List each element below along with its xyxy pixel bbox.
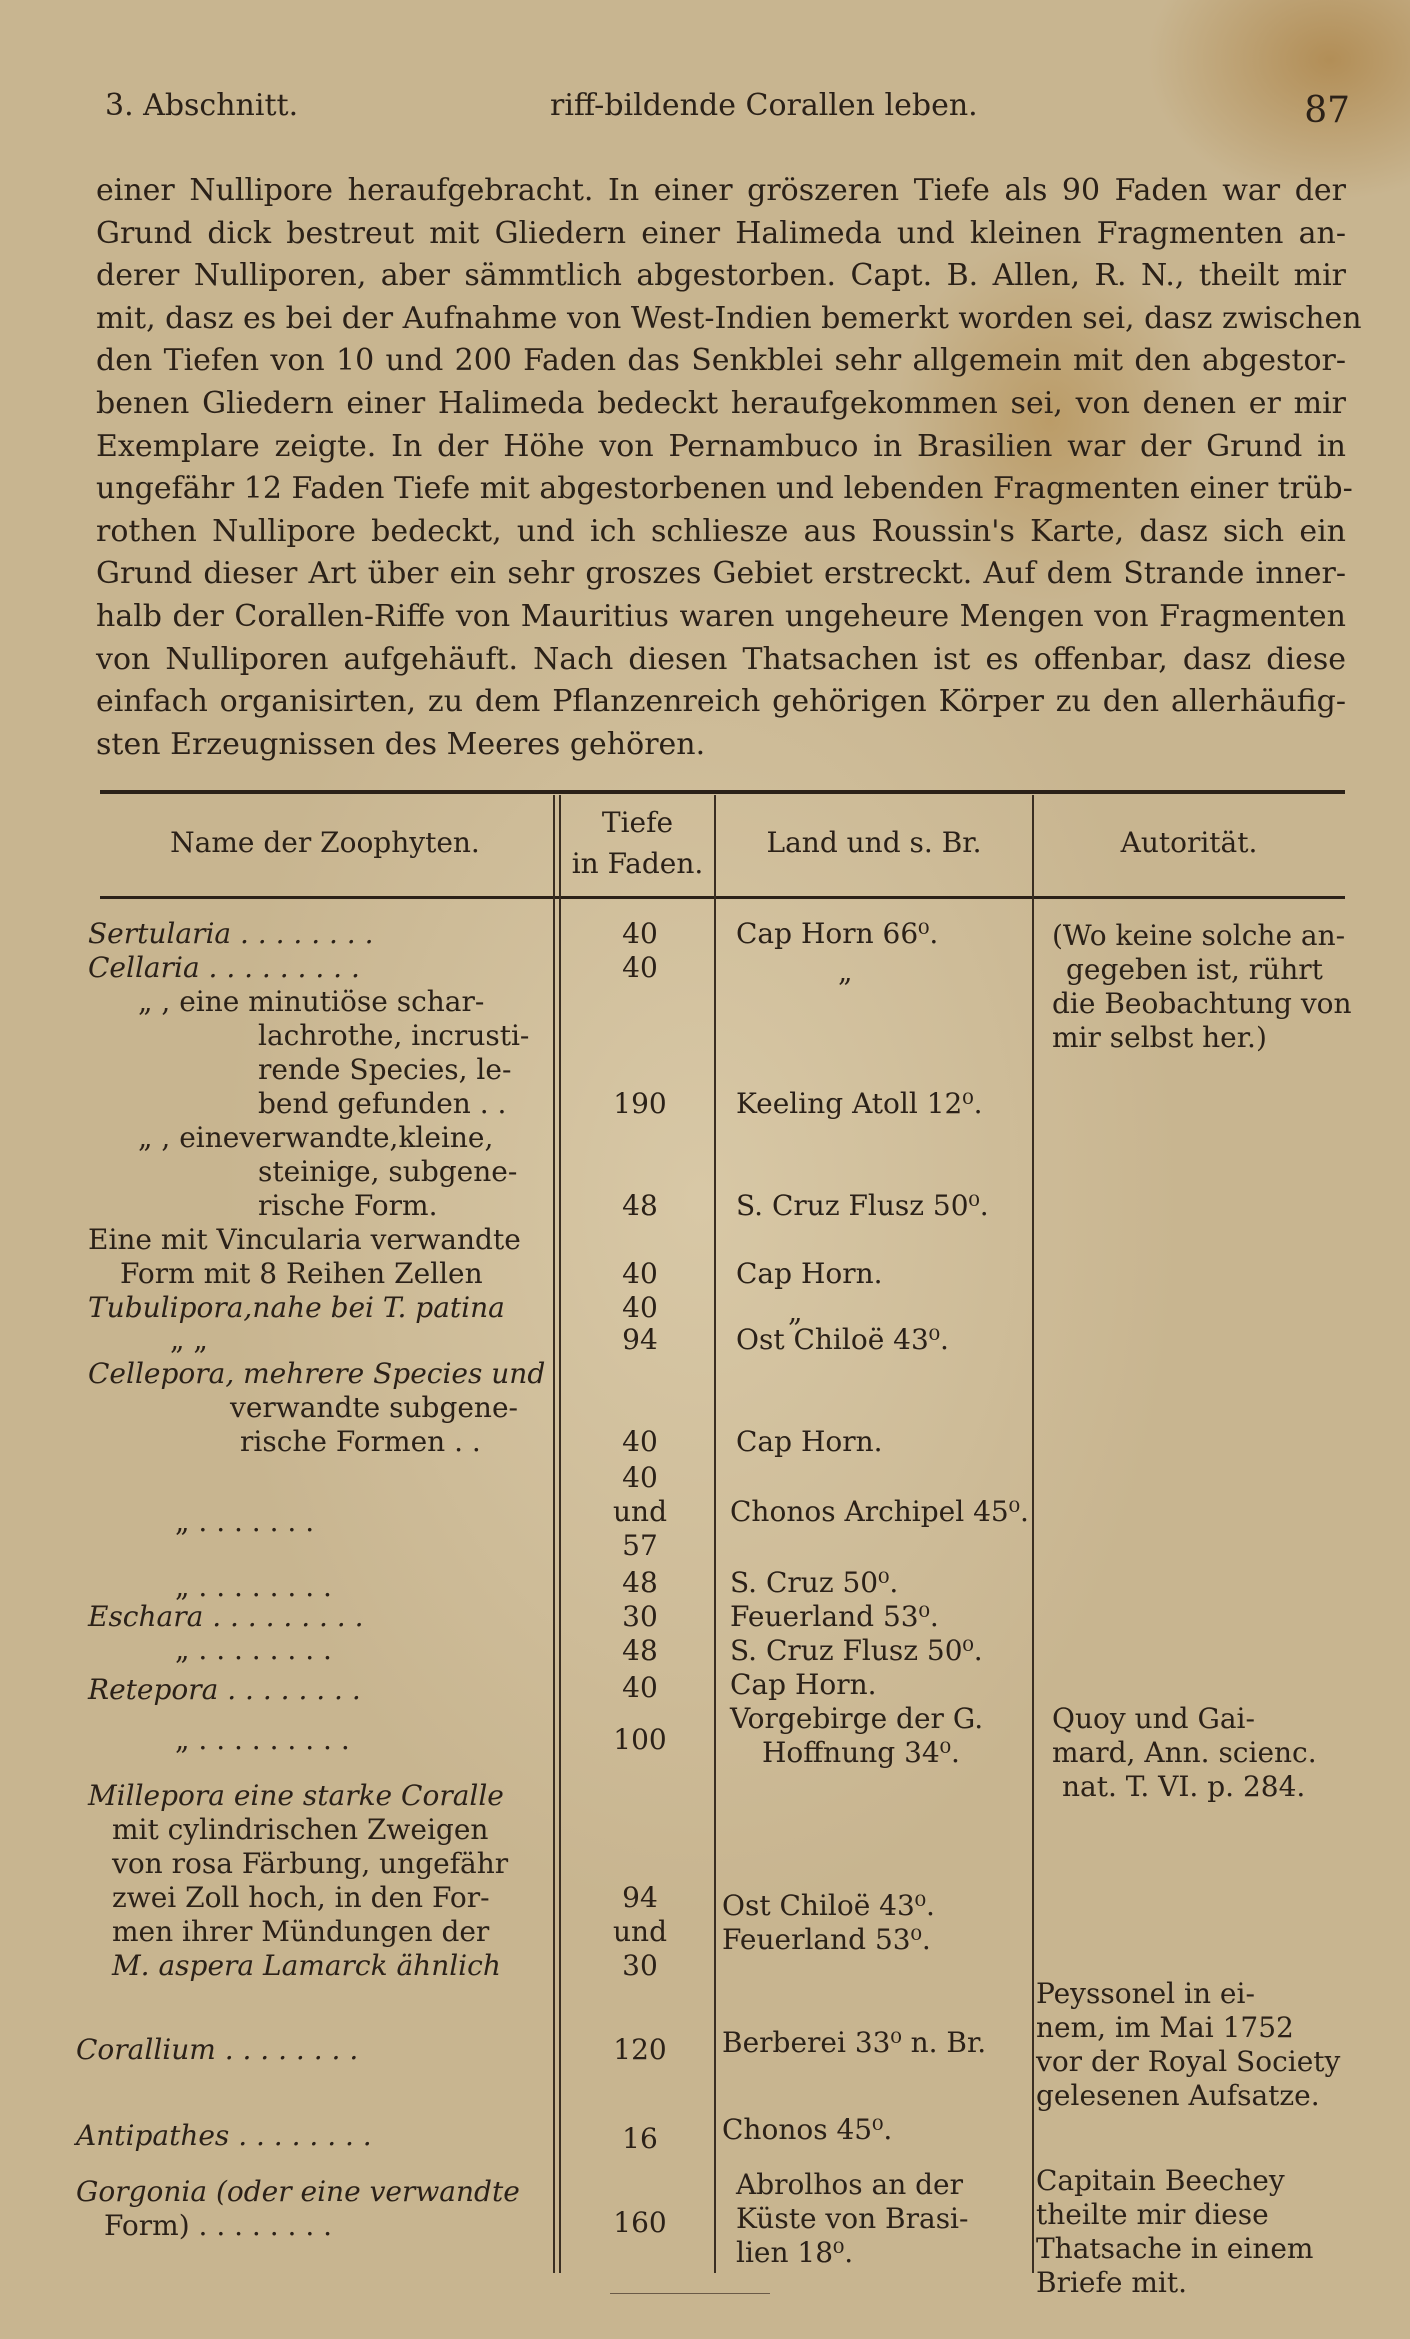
- header-depth-unit: in Faden.: [571, 847, 704, 880]
- table-cell: Keeling Atoll 12⁰.: [736, 1087, 983, 1120]
- table-cell: zwei Zoll hoch, in den For-: [112, 1881, 490, 1914]
- running-title: riff-bildende Corallen leben.: [550, 88, 978, 123]
- table-cell: 40: [622, 951, 658, 984]
- table-cell: mir selbst her.): [1052, 1021, 1267, 1054]
- table-cell: „: [838, 955, 853, 988]
- table-cell: „ , eine minutiöse schar-: [138, 985, 485, 1018]
- text-line: einfach organisirten, zu dem Pflanzenreich gehörigen Körper zu den allerhäufig-: [96, 684, 1346, 720]
- table-cell: Cellaria . . . . . . . . .: [88, 951, 360, 984]
- table-cell: (Wo keine solche an-: [1052, 919, 1346, 952]
- table-cell: 120: [613, 2033, 667, 2066]
- table-cell: „ . . . . . . . .: [175, 1633, 332, 1666]
- text-line: rothen Nullipore bedeckt, und ich schliesze aus Roussin's Karte, dasz sich ein: [96, 513, 1346, 549]
- footer-rule: [610, 2293, 770, 2294]
- table-cell: 57: [622, 1529, 658, 1562]
- column-divider: [1032, 795, 1034, 2273]
- page-number: 87: [1304, 90, 1350, 131]
- table-cell: men ihrer Mündungen der: [112, 1915, 490, 1948]
- table-cell: Ost Chiloë 43⁰.: [736, 1323, 949, 1356]
- table-cell: 48: [622, 1566, 658, 1599]
- table-cell: Berberei 33⁰ n. Br.: [722, 2026, 987, 2059]
- table-cell: S. Cruz 50⁰.: [730, 1566, 899, 1599]
- table-cell: Cap Horn.: [730, 1668, 877, 1701]
- text-line: Grund dieser Art über ein sehr groszes Gebiet erstreckt. Auf dem Strande inner-: [96, 556, 1346, 592]
- table-cell: rische Formen . .: [240, 1425, 481, 1458]
- table-cell: Form mit 8 Reihen Zellen: [120, 1257, 483, 1290]
- table-cell: Chonos Archipel 45⁰.: [730, 1495, 1029, 1528]
- header-name: Name der Zoophyten.: [170, 826, 480, 859]
- table-cell: Thatsache in einem: [1036, 2232, 1314, 2265]
- table-cell: Corallium . . . . . . . .: [76, 2033, 359, 2066]
- text-line: halb der Corallen-Riffe von Mauritius waren ungeheure Mengen von Fragmenten: [96, 598, 1346, 634]
- text-line: ungefähr 12 Faden Tiefe mit abgestorbenen und lebenden Fragmenten einer trüb-: [96, 471, 1353, 507]
- table-cell: von rosa Färbung, ungefähr: [112, 1847, 509, 1880]
- table-cell: „ , eineverwandte,kleine,: [138, 1121, 494, 1154]
- table-cell: Peyssonel in ei-: [1036, 1977, 1255, 2010]
- header-authority: Autorität.: [1120, 826, 1258, 859]
- table-cell: Tubulipora,nahe bei T. patina: [88, 1291, 505, 1324]
- table-cell: nat. T. VI. p. 284.: [1062, 1770, 1306, 1803]
- table-cell: 40: [622, 1257, 658, 1290]
- table-cell: 94: [622, 1323, 658, 1356]
- table-cell: 48: [622, 1189, 658, 1222]
- table-cell: 30: [622, 1949, 658, 1982]
- table-cell: theilte mir diese: [1036, 2198, 1269, 2231]
- table-cell: 40: [622, 1425, 658, 1458]
- table-cell: Retepora . . . . . . . .: [88, 1673, 361, 1706]
- table-cell: nem, im Mai 1752: [1036, 2011, 1294, 2044]
- table-cell: 94: [622, 1881, 658, 1914]
- table-cell: M. aspera Lamarck ähnlich: [112, 1949, 501, 1982]
- table-cell: steinige, subgene-: [258, 1155, 518, 1188]
- text-line: von Nulliporen aufgehäuft. Nach diesen Thatsachen ist es offenbar, dasz diese: [96, 641, 1346, 677]
- table-cell: S. Cruz Flusz 50⁰.: [736, 1189, 989, 1222]
- header-land: Land und s. Br.: [766, 826, 982, 859]
- table-cell: 40: [622, 917, 658, 950]
- table-cell: mit cylindrischen Zweigen: [112, 1813, 489, 1846]
- header-depth: Tiefe: [601, 806, 674, 839]
- table-header-rule: [100, 896, 1345, 899]
- table-cell: 40: [622, 1461, 658, 1494]
- text-line: benen Gliedern einer Halimeda bedeckt heraufgekommen sei, von denen er mir: [96, 385, 1346, 421]
- table-cell: Quoy und Gai-: [1052, 1702, 1255, 1735]
- table-cell: Chonos 45⁰.: [722, 2113, 893, 2146]
- table-cell: Eschara . . . . . . . . .: [88, 1600, 364, 1633]
- table-cell: „ . . . . . . . .: [175, 1570, 332, 1603]
- table-top-rule: [100, 790, 1345, 794]
- table-cell: Sertularia . . . . . . . .: [88, 917, 374, 950]
- table-cell: mard, Ann. scienc.: [1052, 1736, 1317, 1769]
- table-cell: Eine mit Vincularia verwandte: [88, 1223, 521, 1256]
- table-cell: und: [613, 1915, 667, 1948]
- text-line: mit, dasz es bei der Aufnahme von West-Indien bemerkt worden sei, dasz zwischen: [96, 300, 1362, 336]
- table-cell: gelesenen Aufsatze.: [1036, 2079, 1320, 2112]
- table-cell: Ost Chiloë 43⁰.: [722, 1889, 935, 1922]
- table-cell: 160: [613, 2206, 667, 2239]
- table-cell: Cap Horn.: [736, 1257, 883, 1290]
- text-line: den Tiefen von 10 und 200 Faden das Senkblei sehr allgemein mit den abgestor-: [96, 343, 1346, 379]
- table-cell: vor der Royal Society: [1036, 2045, 1341, 2078]
- table-cell: 48: [622, 1634, 658, 1667]
- table-cell: „ . . . . . . . . .: [175, 1723, 350, 1756]
- table-cell: Feuerland 53⁰.: [722, 1923, 931, 1956]
- table-cell: die Beobachtung von: [1052, 987, 1352, 1020]
- table-cell: lien 18⁰.: [736, 2236, 854, 2269]
- text-line: Exemplare zeigte. In der Höhe von Pernambuco in Brasilien war der Grund in: [96, 428, 1346, 464]
- table-cell: rende Species, le-: [258, 1053, 512, 1086]
- table-cell: Millepora eine starke Coralle: [88, 1779, 504, 1812]
- table-cell: lachrothe, incrusti-: [258, 1019, 530, 1052]
- table-cell: Feuerland 53⁰.: [730, 1600, 939, 1633]
- table-cell: Hoffnung 34⁰.: [762, 1736, 960, 1769]
- table-cell: 100: [613, 1723, 667, 1756]
- table-cell: Cap Horn 66⁰.: [736, 917, 939, 950]
- table-cell: 16: [622, 2122, 658, 2155]
- text-line: derer Nulliporen, aber sämmtlich abgestorben. Capt. B. Allen, R. N., theilt mir: [96, 258, 1346, 294]
- table-cell: Abrolhos an der: [736, 2168, 964, 2201]
- text-line: einer Nullipore heraufgebracht. In einer gröszeren Tiefe als 90 Faden war der: [96, 173, 1346, 208]
- text-line: sten Erzeugnissen des Meeres gehören.: [96, 726, 706, 762]
- table-cell: Capitain Beechey: [1036, 2164, 1285, 2197]
- table-cell: 40: [622, 1291, 658, 1324]
- table-cell: gegeben ist, rührt: [1066, 953, 1323, 986]
- table-cell: 190: [613, 1087, 667, 1120]
- table-cell: Form) . . . . . . . .: [104, 2209, 333, 2242]
- table-cell: Cap Horn.: [736, 1425, 883, 1458]
- table-cell: „ . . . . . . .: [175, 1505, 315, 1538]
- table-cell: verwandte subgene-: [230, 1391, 518, 1424]
- table-cell: und: [613, 1495, 667, 1528]
- table-cell: Cellepora, mehrere Species und: [88, 1357, 546, 1390]
- table-cell: 30: [622, 1600, 658, 1633]
- body-paragraph: [96, 170, 1362, 766]
- table-cell: 40: [622, 1671, 658, 1704]
- table-cell: „ „: [170, 1323, 208, 1356]
- table-cell: Vorgebirge der G.: [730, 1702, 984, 1735]
- table-cell: Küste von Brasi-: [736, 2202, 969, 2235]
- table-cell: Antipathes . . . . . . . .: [76, 2119, 372, 2152]
- table-cell: rische Form.: [258, 1189, 438, 1222]
- table-cell: „: [788, 1295, 803, 1328]
- text-line: Grund dick bestreut mit Gliedern einer Halimeda und kleinen Fragmenten an-: [96, 215, 1346, 251]
- section-label: 3. Abschnitt.: [105, 88, 299, 123]
- table-cell: S. Cruz Flusz 50⁰.: [730, 1634, 983, 1667]
- table-cell: Gorgonia (oder eine verwandte: [76, 2175, 520, 2208]
- table-cell: bend gefunden . .: [258, 1087, 507, 1120]
- table-cell: Briefe mit.: [1036, 2266, 1187, 2299]
